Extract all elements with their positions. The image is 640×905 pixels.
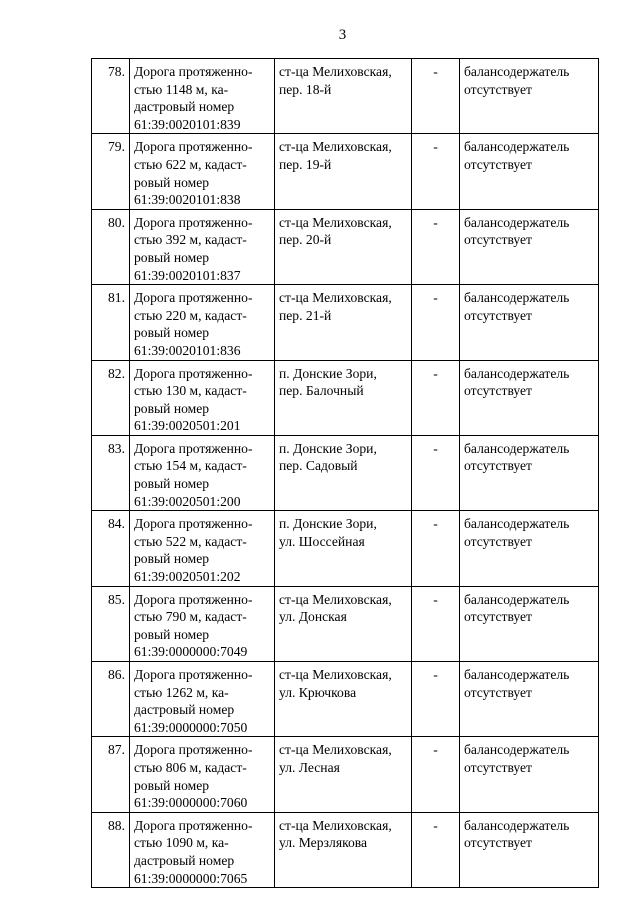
- page-number: 3: [338, 27, 347, 43]
- address-line: ст-ца Мелиховская,: [279, 591, 392, 607]
- table-row: [92, 59, 599, 134]
- row-number-cell: 86.: [92, 662, 130, 737]
- object-description-line: стью 1148 м, ка-: [134, 81, 229, 97]
- balance-holder-line: отсутствует: [464, 684, 533, 700]
- address-cell: [275, 737, 412, 812]
- address-line: пер. 18-й: [279, 81, 332, 97]
- object-description-line: Дорога протяженно-: [134, 214, 253, 230]
- object-description-line: ровый номер: [134, 551, 210, 567]
- object-description-line: 61:39:0020501:200: [134, 493, 241, 509]
- address-line: п. Донские Зори,: [279, 365, 377, 381]
- balance-holder-cell: [460, 435, 599, 510]
- address-line: ст-ца Мелиховская,: [279, 64, 392, 79]
- object-description-cell: [130, 737, 275, 812]
- balance-holder-line: балансодержатель: [464, 214, 570, 230]
- balance-holder-line: отсутствует: [464, 835, 533, 851]
- address-cell: [275, 134, 412, 209]
- balance-holder-cell: [460, 285, 599, 360]
- row-number-cell: 81.: [92, 285, 130, 360]
- balance-holder-cell: [460, 209, 599, 284]
- object-description-line: ровый номер: [134, 777, 210, 793]
- object-description-line: ровый номер: [134, 325, 210, 341]
- object-description-line: стью 154 м, кадаст-: [134, 458, 247, 474]
- address-line: ст-ца Мелиховская,: [279, 214, 392, 230]
- address-line: п. Донские Зори,: [279, 516, 377, 532]
- balance-holder-cell: [460, 662, 599, 737]
- dash-cell: -: [412, 59, 460, 134]
- row-number-cell: 88.: [92, 812, 130, 887]
- object-description-line: ровый номер: [134, 476, 210, 492]
- object-description-cell: [130, 209, 275, 284]
- balance-holder-cell: [460, 737, 599, 812]
- dash-cell: -: [412, 435, 460, 510]
- table-row: [92, 209, 599, 284]
- object-description-line: дастровый номер: [134, 702, 235, 718]
- road-registry-table: [91, 58, 599, 888]
- address-cell: [275, 209, 412, 284]
- balance-holder-line: балансодержатель: [464, 667, 570, 682]
- object-description-cell: [130, 586, 275, 661]
- table-body: [92, 59, 599, 888]
- balance-holder-line: отсутствует: [464, 307, 533, 323]
- object-description-line: Дорога протяженно-: [134, 591, 253, 607]
- balance-holder-line: отсутствует: [464, 609, 533, 625]
- address-line: ул. Лесная: [279, 759, 340, 775]
- object-description-line: стью 392 м, кадаст-: [134, 232, 247, 248]
- address-line: ул. Мерзлякова: [279, 835, 368, 851]
- object-description-line: 61:39:0000000:7049: [134, 644, 248, 660]
- row-number-cell: 84.: [92, 511, 130, 586]
- balance-holder-line: балансодержатель: [464, 365, 570, 381]
- balance-holder-line: отсутствует: [464, 533, 533, 549]
- balance-holder-line: отсутствует: [464, 759, 533, 775]
- address-line: ст-ца Мелиховская,: [279, 290, 392, 306]
- object-description-cell: [130, 59, 275, 134]
- address-line: ст-ца Мелиховская,: [279, 742, 392, 758]
- table-row: [92, 812, 599, 887]
- row-number-cell: 78.: [92, 59, 130, 134]
- address-line: ул. Крючкова: [279, 684, 357, 700]
- object-description-line: Дорога протяженно-: [134, 817, 253, 833]
- object-description-line: Дорога протяженно-: [134, 516, 253, 532]
- dash-cell: -: [412, 737, 460, 812]
- balance-holder-line: балансодержатель: [464, 817, 570, 833]
- address-line: пер. 19-й: [279, 156, 332, 172]
- row-number-cell: 79.: [92, 134, 130, 209]
- balance-holder-line: балансодержатель: [464, 139, 570, 155]
- balance-holder-cell: [460, 812, 599, 887]
- table-row: [92, 511, 599, 586]
- balance-holder-cell: [460, 511, 599, 586]
- dash-cell: -: [412, 662, 460, 737]
- object-description-line: стью 1262 м, ка-: [134, 684, 229, 700]
- object-description-line: ровый номер: [134, 249, 210, 265]
- object-description-cell: [130, 812, 275, 887]
- object-description-line: 61:39:0000000:7065: [134, 870, 248, 886]
- object-description-line: 61:39:0020501:202: [134, 569, 241, 585]
- object-description-line: 61:39:0020101:839: [134, 116, 241, 132]
- balance-holder-cell: [460, 59, 599, 134]
- address-line: п. Донские Зори,: [279, 440, 377, 456]
- object-description-line: стью 130 м, кадаст-: [134, 383, 247, 399]
- table-row: [92, 586, 599, 661]
- balance-holder-line: балансодержатель: [464, 440, 570, 456]
- balance-holder-cell: [460, 134, 599, 209]
- object-description-line: Дорога протяженно-: [134, 290, 253, 306]
- row-number-cell: 87.: [92, 737, 130, 812]
- object-description-line: Дорога протяженно-: [134, 667, 253, 682]
- object-description-line: 61:39:0000000:7060: [134, 795, 248, 811]
- address-line: ул. Донская: [279, 609, 347, 625]
- row-number-cell: 80.: [92, 209, 130, 284]
- balance-holder-line: отсутствует: [464, 458, 533, 474]
- dash-cell: -: [412, 511, 460, 586]
- object-description-cell: [130, 511, 275, 586]
- object-description-line: ровый номер: [134, 400, 210, 416]
- table-row: [92, 285, 599, 360]
- object-description-line: стью 790 м, кадаст-: [134, 609, 247, 625]
- object-description-line: ровый номер: [134, 626, 210, 642]
- dash-cell: -: [412, 134, 460, 209]
- object-description-line: стью 806 м, кадаст-: [134, 759, 247, 775]
- object-description-line: 61:39:0020101:837: [134, 267, 241, 283]
- object-description-cell: [130, 662, 275, 737]
- dash-cell: -: [412, 812, 460, 887]
- balance-holder-line: балансодержатель: [464, 64, 570, 79]
- table-row: [92, 134, 599, 209]
- balance-holder-line: отсутствует: [464, 232, 533, 248]
- balance-holder-line: балансодержатель: [464, 591, 570, 607]
- address-cell: [275, 435, 412, 510]
- address-cell: [275, 812, 412, 887]
- address-line: пер. 20-й: [279, 232, 332, 248]
- address-line: пер. Садовый: [279, 458, 358, 474]
- balance-holder-line: балансодержатель: [464, 742, 570, 758]
- table-row: [92, 360, 599, 435]
- balance-holder-cell: [460, 586, 599, 661]
- balance-holder-line: отсутствует: [464, 81, 533, 97]
- object-description-line: стью 622 м, кадаст-: [134, 156, 247, 172]
- table-row: [92, 662, 599, 737]
- address-line: ст-ца Мелиховская,: [279, 139, 392, 155]
- address-line: пер. 21-й: [279, 307, 332, 323]
- dash-cell: -: [412, 285, 460, 360]
- object-description-line: Дорога протяженно-: [134, 365, 253, 381]
- object-description-line: Дорога протяженно-: [134, 440, 253, 456]
- object-description-line: 61:39:0020501:201: [134, 418, 241, 434]
- address-line: пер. Балочный: [279, 383, 364, 399]
- dash-cell: -: [412, 586, 460, 661]
- address-cell: [275, 59, 412, 134]
- balance-holder-line: отсутствует: [464, 383, 533, 399]
- object-description-line: стью 1090 м, ка-: [134, 835, 229, 851]
- dash-cell: -: [412, 360, 460, 435]
- balance-holder-line: отсутствует: [464, 156, 533, 172]
- table-row: [92, 435, 599, 510]
- object-description-line: 61:39:0000000:7050: [134, 719, 248, 735]
- row-number-cell: 83.: [92, 435, 130, 510]
- object-description-line: Дорога протяженно-: [134, 64, 253, 79]
- object-description-line: дастровый номер: [134, 99, 235, 115]
- object-description-line: ровый номер: [134, 174, 210, 190]
- row-number-cell: 85.: [92, 586, 130, 661]
- row-number-cell: 82.: [92, 360, 130, 435]
- table-row: [92, 737, 599, 812]
- address-line: ст-ца Мелиховская,: [279, 667, 392, 682]
- dash-cell: -: [412, 209, 460, 284]
- object-description-cell: [130, 435, 275, 510]
- address-cell: [275, 511, 412, 586]
- object-description-line: стью 220 м, кадаст-: [134, 307, 247, 323]
- object-description-line: 61:39:0020101:838: [134, 192, 241, 208]
- balance-holder-cell: [460, 360, 599, 435]
- object-description-line: дастровый номер: [134, 852, 235, 868]
- object-description-cell: [130, 134, 275, 209]
- object-description-cell: [130, 360, 275, 435]
- address-line: ст-ца Мелиховская,: [279, 817, 392, 833]
- balance-holder-line: балансодержатель: [464, 290, 570, 306]
- address-cell: [275, 586, 412, 661]
- object-description-line: стью 522 м, кадаст-: [134, 533, 247, 549]
- address-cell: [275, 360, 412, 435]
- object-description-cell: [130, 285, 275, 360]
- object-description-line: 61:39:0020101:836: [134, 342, 241, 358]
- object-description-line: Дорога протяженно-: [134, 742, 253, 758]
- address-cell: [275, 662, 412, 737]
- address-cell: [275, 285, 412, 360]
- address-line: ул. Шоссейная: [279, 533, 365, 549]
- object-description-line: Дорога протяженно-: [134, 139, 253, 155]
- balance-holder-line: балансодержатель: [464, 516, 570, 532]
